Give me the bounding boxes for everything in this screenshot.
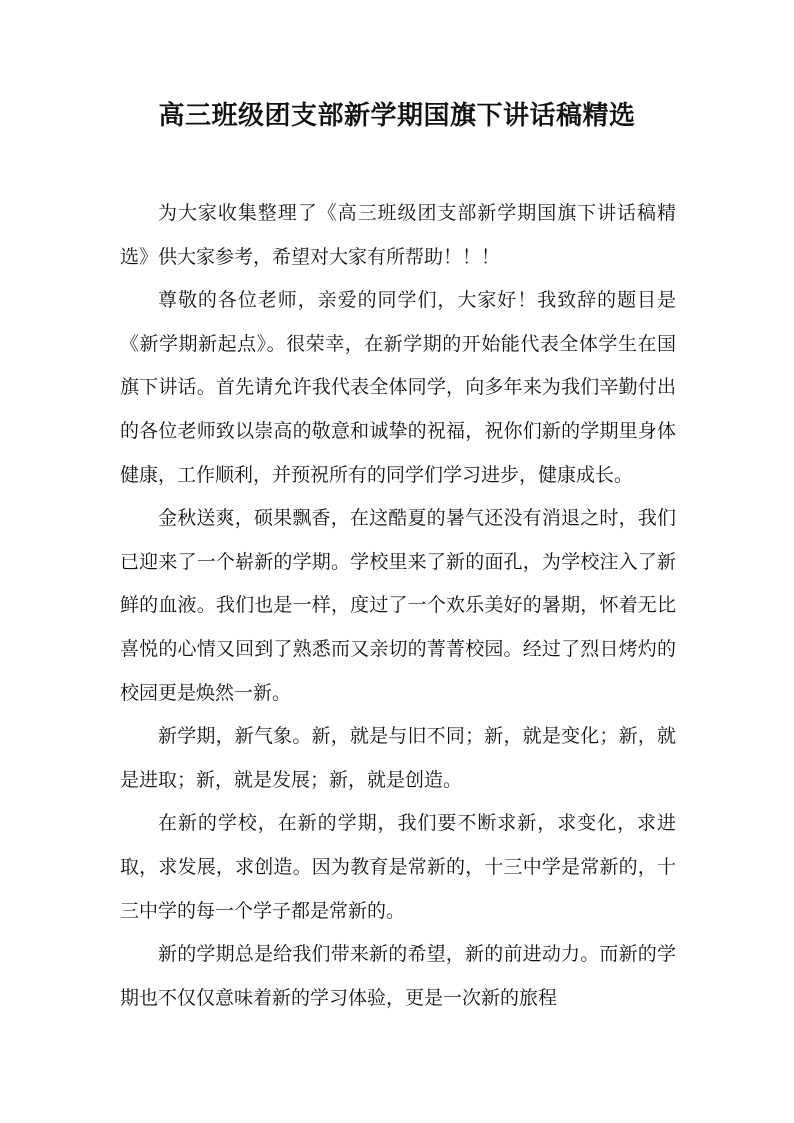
paragraph-greeting: 尊敬的各位老师，亲爱的同学们，大家好！我致辞的题目是《新学期新起点》。很荣幸，在新学期的开始能代表全体学生在国旗下讲话。首先请允许我代表全体同学，向多年来为我们辛勤付出的各位老师致以崇高的敬意和诚挚的祝福，祝你们新的学期里身体健康，工作顺利，并预祝所有的同学们学习进步，健康成长。 xyxy=(120,289,676,486)
paragraph-autumn: 金秋送爽，硕果飘香，在这酷夏的暑气还没有消退之时，我们已迎来了一个崭新的学期。学校里来了新的面孔，为学校注入了新鲜的血液。我们也是一样，度过了一个欢乐美好的暑期，怀着无比喜悦的心情又回到了熟悉而又亲切的菁菁校园。经过了烈日烤灼的校园更是焕然一新。 xyxy=(120,507,676,704)
paragraph-new-school: 在新的学校，在新的学期，我们要不断求新，求变化，求进取，求发展，求创造。因为教育是常新的，十三中学是常新的，十三中学的每一个学子都是常新的。 xyxy=(120,812,676,922)
paragraph-new-meaning: 新学期，新气象。新，就是与旧不同；新，就是变化；新，就是进取；新，就是发展；新，就是创造。 xyxy=(120,725,676,791)
document-body xyxy=(120,192,676,1020)
paragraph-intro: 为大家收集整理了《高三班级团支部新学期国旗下讲话稿精选》供大家参考，希望对大家有所帮助！！！ xyxy=(120,202,676,268)
document-title: 高三班级团支部新学期国旗下讲话稿精选 xyxy=(158,101,636,131)
paragraph-new-hope: 新的学期总是给我们带来新的希望，新的前进动力。而新的学期也不仅仅意味着新的学习体验，更是一次新的旅程 xyxy=(120,943,676,1009)
